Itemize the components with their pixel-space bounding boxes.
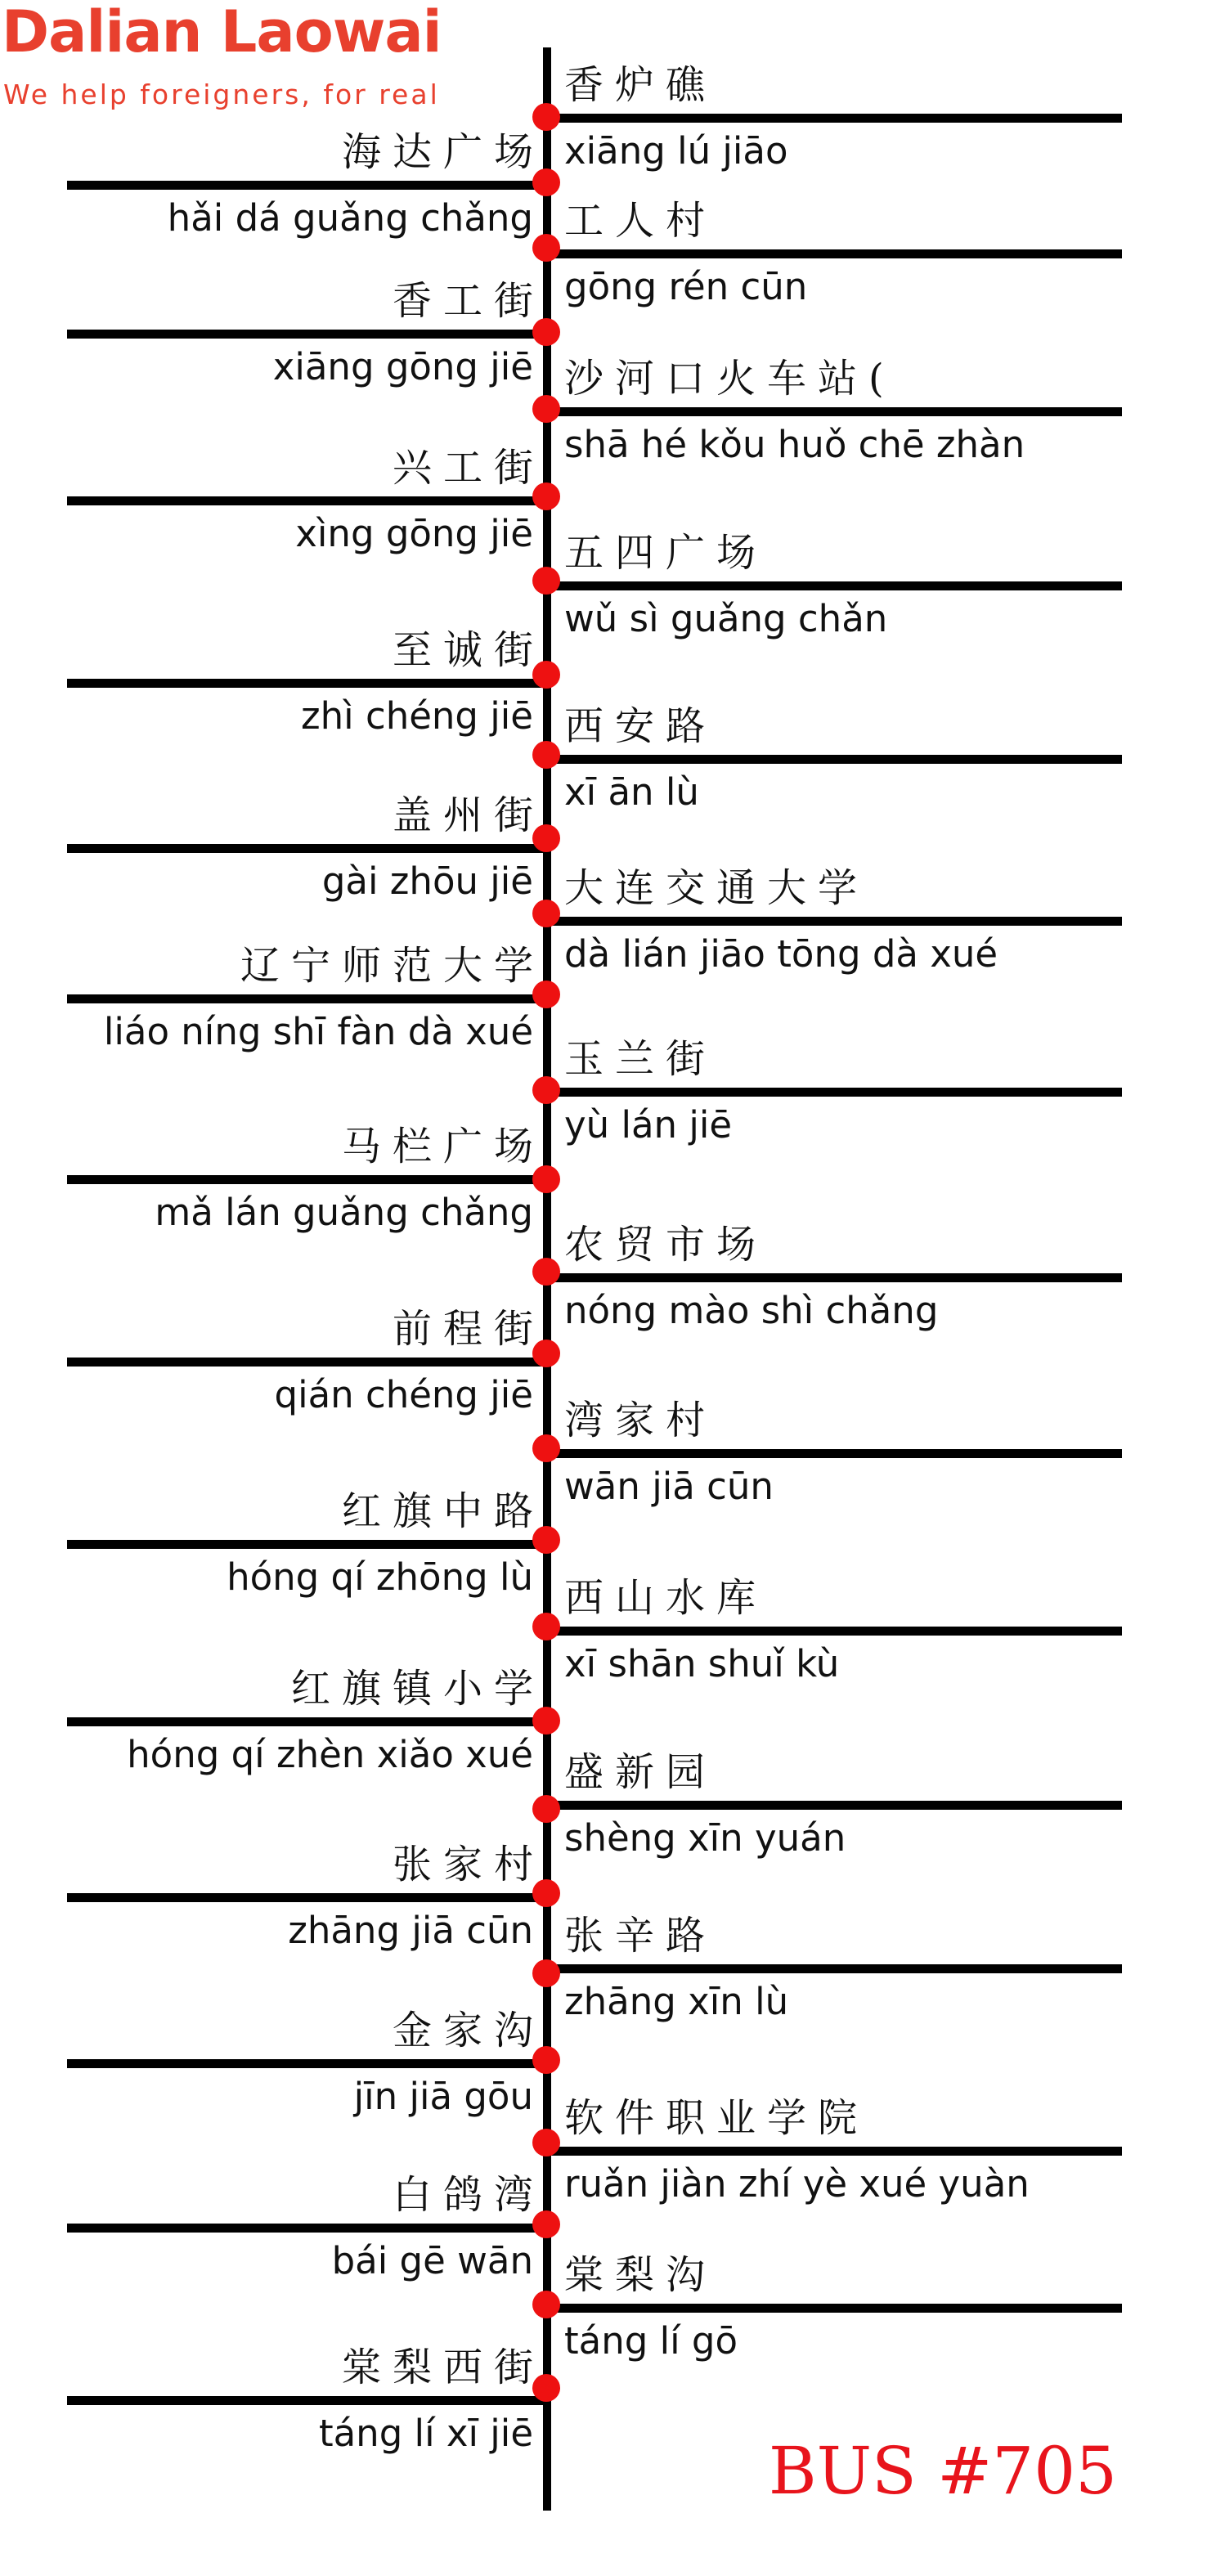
- stop-name-pinyin-14: mǎ lán guǎng chǎng: [155, 1191, 533, 1234]
- stop-marker-15: [532, 1258, 560, 1286]
- branch-line-26: [67, 2224, 550, 2233]
- stop-name-pinyin-20: hóng qí zhèn xiǎo xué: [127, 1733, 533, 1776]
- stop-name-pinyin-7: wǔ sì guǎng chǎn: [564, 597, 888, 640]
- branch-line-16: [67, 1358, 550, 1367]
- stop-name-hanzi-1: 香炉礁: [564, 62, 717, 108]
- brand-logo: Dalian Laowai: [2, 0, 442, 65]
- stop-name-hanzi-14: 马栏广场: [341, 1124, 545, 1169]
- stop-name-hanzi-11: 大连交通大学: [564, 865, 869, 911]
- stop-name-pinyin-4: xiāng gōng jiē: [272, 345, 533, 388]
- branch-line-20: [67, 1717, 550, 1726]
- branch-line-5: [546, 407, 1122, 416]
- stop-name-hanzi-22: 张家村: [392, 1842, 545, 1887]
- stop-name-pinyin-3: gōng rén cūn: [564, 265, 808, 308]
- branch-line-22: [67, 1893, 550, 1902]
- stop-name-hanzi-27: 棠梨沟: [564, 2252, 717, 2298]
- stop-name-pinyin-9: xī ān lù: [564, 770, 699, 814]
- stop-marker-1: [532, 103, 560, 131]
- branch-line-9: [546, 755, 1122, 764]
- stop-name-pinyin-26: bái gē wān: [331, 2239, 533, 2282]
- stop-name-hanzi-21: 盛新园: [564, 1749, 717, 1795]
- branch-line-17: [546, 1449, 1122, 1458]
- stop-marker-19: [532, 1613, 560, 1640]
- stop-name-hanzi-4: 香工街: [392, 278, 545, 324]
- stop-name-hanzi-9: 西安路: [564, 703, 717, 749]
- stop-marker-3: [532, 234, 560, 262]
- stop-marker-25: [532, 2129, 560, 2156]
- stop-name-pinyin-18: hóng qí zhōng lù: [227, 1555, 533, 1599]
- stop-name-hanzi-20: 红旗镇小学: [290, 1666, 545, 1712]
- stop-name-pinyin-21: shèng xīn yuán: [564, 1816, 846, 1860]
- stop-marker-11: [532, 900, 560, 927]
- brand-tagline: We help foreigners, for real: [3, 79, 440, 110]
- branch-line-19: [546, 1627, 1122, 1636]
- branch-line-13: [546, 1088, 1122, 1097]
- branch-line-12: [67, 994, 550, 1003]
- stop-name-hanzi-6: 兴工街: [392, 445, 545, 491]
- stop-name-pinyin-12: liáo níng shī fàn dà xué: [103, 1010, 533, 1053]
- branch-line-18: [67, 1540, 550, 1549]
- stop-name-hanzi-17: 湾家村: [564, 1398, 717, 1443]
- stop-name-pinyin-6: xìng gōng jiē: [295, 512, 533, 555]
- branch-line-27: [546, 2304, 1122, 2313]
- stop-name-hanzi-23: 张辛路: [564, 1913, 717, 1959]
- stop-name-pinyin-27: táng lí gō: [564, 2319, 738, 2363]
- branch-line-14: [67, 1175, 550, 1184]
- branch-line-3: [546, 249, 1122, 258]
- branch-line-8: [67, 679, 550, 688]
- stop-name-pinyin-13: yù lán jiē: [564, 1103, 733, 1147]
- stop-name-pinyin-17: wān jiā cūn: [564, 1465, 774, 1508]
- branch-line-28: [67, 2396, 550, 2405]
- stop-marker-7: [532, 567, 560, 595]
- branch-line-24: [67, 2059, 550, 2068]
- stop-name-pinyin-1: xiāng lú jiāo: [564, 129, 788, 173]
- stop-marker-9: [532, 741, 560, 769]
- stop-name-hanzi-7: 五四广场: [564, 530, 768, 576]
- stop-name-pinyin-11: dà lián jiāo tōng dà xué: [564, 932, 998, 976]
- stop-marker-21: [532, 1795, 560, 1823]
- branch-line-23: [546, 1964, 1122, 1973]
- stop-name-hanzi-28: 棠梨西街: [341, 2345, 545, 2390]
- stop-name-hanzi-24: 金家沟: [392, 2008, 545, 2053]
- stop-name-pinyin-28: táng lí xī jiē: [318, 2412, 533, 2455]
- branch-line-4: [67, 330, 550, 339]
- branch-line-1: [546, 114, 1122, 123]
- stop-name-hanzi-3: 工人村: [564, 198, 717, 244]
- stop-name-hanzi-19: 西山水库: [564, 1575, 768, 1621]
- stop-name-pinyin-19: xī shān shuǐ kù: [564, 1642, 840, 1685]
- stop-name-hanzi-8: 至诚街: [392, 627, 545, 673]
- stop-marker-27: [532, 2291, 560, 2318]
- stop-name-hanzi-15: 农贸市场: [564, 1222, 768, 1268]
- stop-name-hanzi-25: 软件职业学院: [564, 2095, 869, 2141]
- stop-marker-17: [532, 1434, 560, 1462]
- stop-name-pinyin-15: nóng mào shì chǎng: [564, 1289, 939, 1332]
- branch-line-21: [546, 1801, 1122, 1810]
- branch-line-7: [546, 581, 1122, 590]
- stop-name-pinyin-24: jīn jiā gōu: [353, 2075, 533, 2118]
- stop-name-pinyin-8: zhì chéng jiē: [301, 694, 533, 738]
- bus-number-label: BUS #705: [768, 2433, 1117, 2509]
- stop-marker-13: [532, 1076, 560, 1104]
- stop-name-hanzi-26: 白鸽湾: [392, 2172, 545, 2218]
- stop-name-pinyin-23: zhāng xīn lù: [564, 1980, 789, 2023]
- branch-line-15: [546, 1273, 1122, 1282]
- stop-name-pinyin-22: zhāng jiā cūn: [288, 1909, 533, 1952]
- stop-name-hanzi-5: 沙河口火车站(: [564, 356, 895, 402]
- branch-line-25: [546, 2147, 1122, 2156]
- stop-name-pinyin-10: gài zhōu jiē: [321, 859, 533, 903]
- branch-line-10: [67, 844, 550, 853]
- stop-name-hanzi-16: 前程街: [392, 1306, 545, 1352]
- branch-line-11: [546, 917, 1122, 926]
- branch-line-6: [67, 496, 550, 505]
- stop-name-hanzi-18: 红旗中路: [341, 1488, 545, 1534]
- stop-name-hanzi-10: 盖州街: [392, 792, 545, 838]
- stop-name-pinyin-25: ruǎn jiàn zhí yè xué yuàn: [564, 2162, 1030, 2206]
- stop-marker-14: [532, 1165, 560, 1193]
- stop-marker-5: [532, 395, 560, 423]
- stop-marker-23: [532, 1959, 560, 1987]
- stop-name-pinyin-2: hǎi dá guǎng chǎng: [167, 196, 533, 240]
- stop-name-hanzi-13: 玉兰街: [564, 1036, 717, 1082]
- stop-name-hanzi-2: 海达广场: [341, 129, 545, 175]
- stop-name-pinyin-5: shā hé kǒu huǒ chē zhàn: [564, 423, 1025, 466]
- branch-line-2: [67, 181, 550, 190]
- stop-name-hanzi-12: 辽宁师范大学: [240, 943, 545, 989]
- stop-name-pinyin-16: qián chéng jiē: [274, 1373, 533, 1416]
